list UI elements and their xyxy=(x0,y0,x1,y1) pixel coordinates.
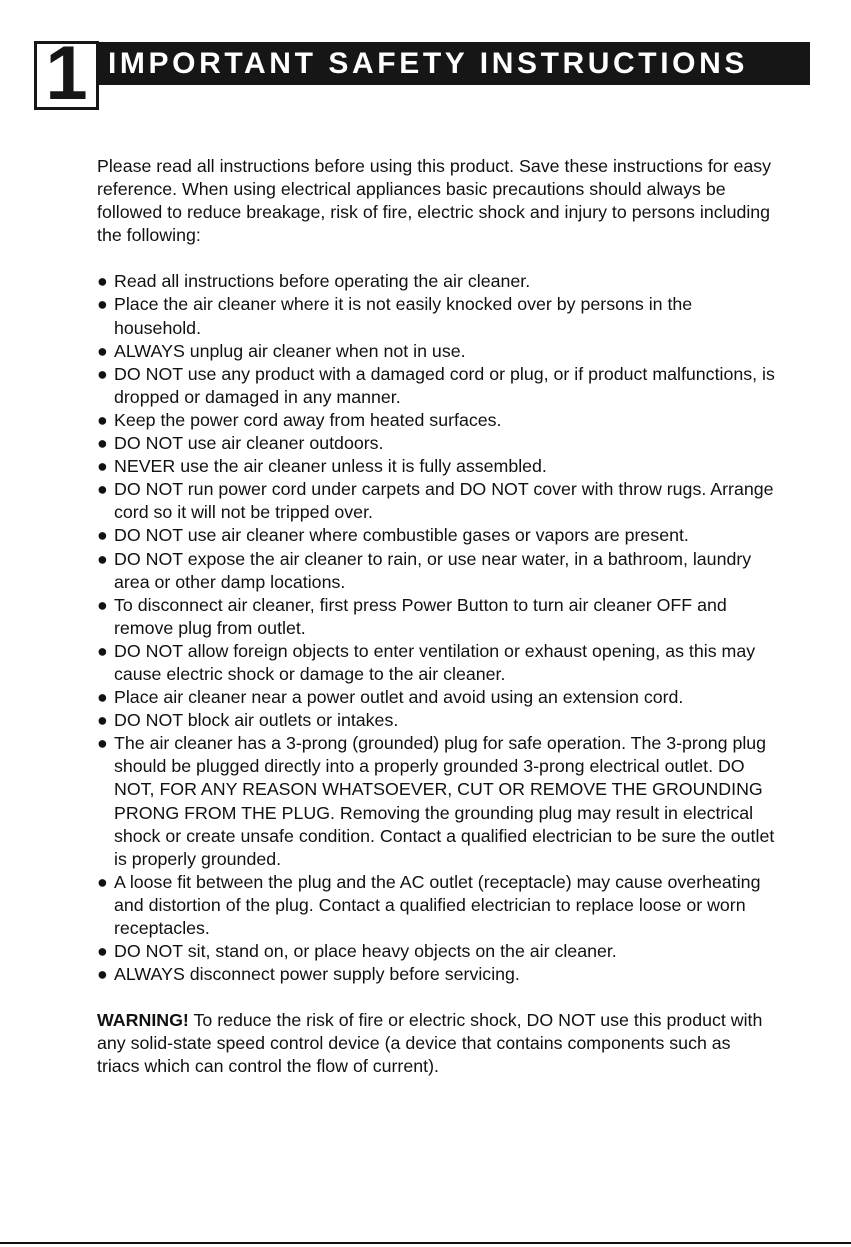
list-item xyxy=(97,871,777,940)
list-item-text: ALWAYS disconnect power supply before servicing. xyxy=(114,964,520,985)
list-item-text: A loose fit between the plug and the AC outlet (receptacle) may cause overheating and distortion of the plug. Contact a qualified electrician to replace loose or worn receptacles. xyxy=(114,871,761,938)
bullet-icon: ● xyxy=(97,479,108,500)
list-item xyxy=(97,432,777,455)
page-title: IMPORTANT SAFETY INSTRUCTIONS xyxy=(108,47,748,80)
bullet-icon: ● xyxy=(97,871,108,892)
list-item xyxy=(97,686,777,709)
bullet-icon: ● xyxy=(97,340,108,361)
instructions-content xyxy=(97,155,777,1096)
safety-list xyxy=(97,270,777,986)
list-item-text: The air cleaner has a 3-prong (grounded) plug for safe operation. The 3-prong plug should be plugged directly into a properly grounded 3-prong electrical outlet. DO NOT, FOR ANY REASON WHATSOEVER, CUT OR REMOVE THE GROUNDING PRONG FROM THE PLUG. Removing the grounding plug may result in electrical shock or create unsafe condition. Contact a qualified electrician to be sure the outlet is properly grounded. xyxy=(114,733,775,869)
bullet-icon: ● xyxy=(97,941,108,962)
bullet-icon: ● xyxy=(97,640,108,661)
list-item-text: Keep the power cord away from heated surfaces. xyxy=(114,409,502,430)
warning-paragraph xyxy=(97,1009,777,1078)
warning-label: WARNING! xyxy=(97,1010,189,1031)
bullet-icon: ● xyxy=(97,433,108,454)
list-item-text: DO NOT expose the air cleaner to rain, or use near water, in a bathroom, laundry area or other damp locations. xyxy=(114,548,752,592)
bullet-icon: ● xyxy=(97,710,108,731)
list-item xyxy=(97,640,777,686)
list-item-text: Place air cleaner near a power outlet and avoid using an extension cord. xyxy=(114,687,684,708)
list-item-text: DO NOT sit, stand on, or place heavy objects on the air cleaner. xyxy=(114,941,617,962)
list-item xyxy=(97,594,777,640)
list-item xyxy=(97,940,777,963)
list-item-text: DO NOT use air cleaner where combustible gases or vapors are present. xyxy=(114,525,689,546)
list-item xyxy=(97,455,777,478)
warning-text: To reduce the risk of fire or electric shock, DO NOT use this product with any solid-state speed control device (a device that contains components such as triacs which can control the flow of current). xyxy=(97,1010,763,1077)
list-item-text: DO NOT allow foreign objects to enter ventilation or exhaust opening, as this may cause electric shock or damage to the air cleaner. xyxy=(114,640,756,684)
bullet-icon: ● xyxy=(97,594,108,615)
bullet-icon: ● xyxy=(97,271,108,292)
bottom-divider xyxy=(0,1242,851,1244)
section-number: 1 xyxy=(45,31,88,116)
list-item xyxy=(97,340,777,363)
bullet-icon: ● xyxy=(97,294,108,315)
list-item-text: Read all instructions before operating the air cleaner. xyxy=(114,271,531,292)
bullet-icon: ● xyxy=(97,964,108,985)
list-item xyxy=(97,363,777,409)
list-item xyxy=(97,963,777,986)
list-item xyxy=(97,709,777,732)
bullet-icon: ● xyxy=(97,548,108,569)
list-item xyxy=(97,732,777,871)
bullet-icon: ● xyxy=(97,733,108,754)
list-item-text: DO NOT block air outlets or intakes. xyxy=(114,710,399,731)
bullet-icon: ● xyxy=(97,525,108,546)
bullet-icon: ● xyxy=(97,687,108,708)
list-item xyxy=(97,548,777,594)
bullet-icon: ● xyxy=(97,363,108,384)
list-item-text: To disconnect air cleaner, first press Power Button to turn air cleaner OFF and remove plug from outlet. xyxy=(114,594,727,638)
list-item-text: NEVER use the air cleaner unless it is fully assembled. xyxy=(114,456,547,477)
list-item-text: DO NOT run power cord under carpets and DO NOT cover with throw rugs. Arrange cord so it will not be tripped over. xyxy=(114,479,774,523)
bullet-icon: ● xyxy=(97,456,108,477)
list-item-text: Place the air cleaner where it is not easily knocked over by persons in the household. xyxy=(114,294,693,338)
list-item-text: ALWAYS unplug air cleaner when not in use. xyxy=(114,340,466,361)
list-item-text: DO NOT use air cleaner outdoors. xyxy=(114,433,384,454)
bullet-icon: ● xyxy=(97,409,108,430)
list-item xyxy=(97,524,777,547)
list-item xyxy=(97,478,777,524)
intro-paragraph: Please read all instructions before using this product. Save these instructions for easy reference. When using electrical appliances basic precautions should always be followed to reduce breakage, risk of fire, electric shock and injury to persons including the following: xyxy=(97,156,772,246)
list-item xyxy=(97,270,777,293)
list-item xyxy=(97,409,777,432)
list-item xyxy=(97,293,777,339)
list-item-text: DO NOT use any product with a damaged cord or plug, or if product malfunctions, is dropped or damaged in any manner. xyxy=(114,363,775,407)
